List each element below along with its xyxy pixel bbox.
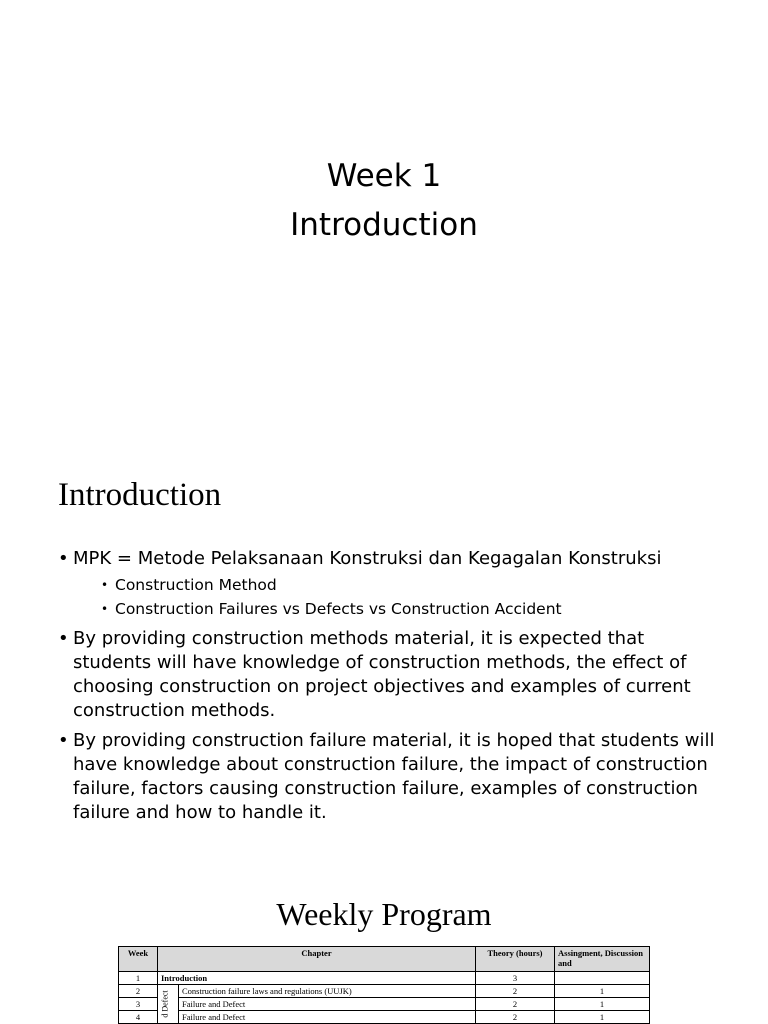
weekly-program-slide — [0, 870, 768, 1024]
title-slide — [0, 0, 768, 440]
bullet-item: • By providing construction failure material, it is hoped that students will have knowledge about construction failure, the impact of construction failure, factors causing construction failure, examples of construction failure and how to handle it. — [58, 729, 718, 825]
bullet-item — [58, 547, 718, 621]
cell-week: 3 — [119, 998, 158, 1011]
cell-assignment: 1 — [555, 985, 650, 998]
cell-chapter: Failure and Defect — [179, 1011, 476, 1024]
cell-assignment: 1 — [555, 1011, 650, 1024]
header-chapter: Chapter — [158, 947, 476, 972]
cell-theory: 2 — [476, 998, 555, 1011]
cell-chapter: Introduction — [158, 972, 476, 985]
sub-bullet-item: • Construction Method — [101, 573, 718, 597]
bullet-list — [58, 547, 718, 831]
bullet-text: MPK = Metode Pelaksanaan Konstruksi dan Kegagalan Konstruksi — [73, 548, 662, 569]
sub-bullet-item: • Construction Failures vs Defects vs Construction Accident — [101, 597, 718, 621]
header-assignment: Assingment, Discussion and — [555, 947, 650, 972]
table-row — [119, 985, 650, 998]
cell-assignment: 1 — [555, 998, 650, 1011]
cell-week: 1 — [119, 972, 158, 985]
weekly-program-table — [118, 946, 650, 1024]
cell-assignment — [555, 972, 650, 985]
table-header-row — [119, 947, 650, 972]
slide-title — [0, 152, 768, 250]
cell-theory: 2 — [476, 1011, 555, 1024]
introduction-heading: Introduction — [58, 477, 222, 513]
bullet-item: • By providing construction methods material, it is expected that students will have knowledge of construction methods, the effect of choosing construction on project objectives and examples of current construction methods. — [58, 627, 718, 723]
chapter-group-label — [158, 985, 179, 1024]
header-week: Week — [119, 947, 158, 972]
chapter-group-text: d Defect — [160, 990, 170, 1018]
cell-theory: 3 — [476, 972, 555, 985]
sub-bullet-list — [73, 573, 718, 621]
header-theory: Theory (hours) — [476, 947, 555, 972]
cell-theory: 2 — [476, 985, 555, 998]
title-topic: Introduction — [290, 207, 478, 243]
table-row — [119, 998, 650, 1011]
introduction-slide — [0, 455, 768, 855]
cell-week: 4 — [119, 1011, 158, 1024]
table-row — [119, 1011, 650, 1024]
cell-week: 2 — [119, 985, 158, 998]
table-row — [119, 972, 650, 985]
cell-chapter: Failure and Defect — [179, 998, 476, 1011]
weekly-program-heading: Weekly Program — [276, 896, 492, 932]
title-week: Week 1 — [326, 158, 442, 194]
cell-chapter: Construction failure laws and regulations (UUJK) — [179, 985, 476, 998]
